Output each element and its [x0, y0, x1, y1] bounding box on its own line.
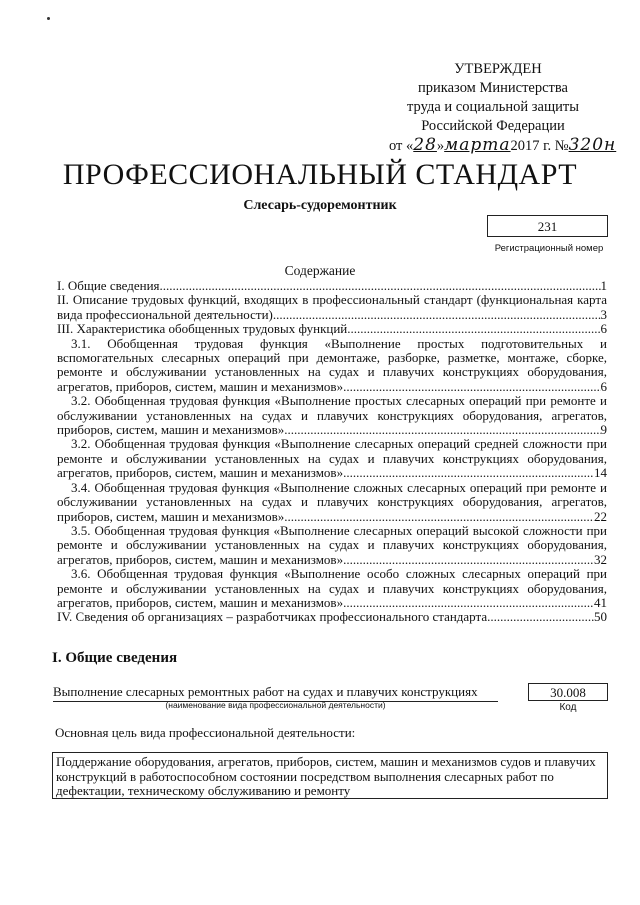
toc-page-number: 1	[600, 278, 607, 293]
toc-item-last-line	[57, 510, 607, 524]
toc-item-text: ремонте и обслуживании установленных на судах и плавучих конструкциях оборудования,	[57, 450, 607, 466]
approval-line-1: УТВЕРЖДЕН	[454, 61, 542, 77]
toc-item-last-line	[57, 322, 607, 336]
toc-item-text: агрегатов, приборов, систем, машин и механизмов»	[57, 594, 344, 610]
toc-item-text: ремонте и обслуживании установленных на судах и плавучих конструкциях оборудования,	[57, 580, 607, 596]
scan-mark	[47, 17, 50, 20]
toc-item-text: агрегатов, приборов, систем, машин и механизмов»	[57, 465, 344, 481]
toc-page-number: 6	[600, 321, 607, 337]
toc-item	[57, 567, 607, 610]
toc-item-text: 3.6. Обобщенная трудовая функция «Выполнение особо сложных слесарных операций при	[71, 566, 607, 582]
toc-item	[57, 481, 607, 524]
activity-kind: Выполнение слесарных ремонтных работ на судах и плавучих конструкциях	[53, 684, 498, 702]
approval-date-day: 28	[413, 135, 437, 155]
toc-item-last-line	[57, 466, 607, 480]
toc-item-text: 3.2. Обобщенная трудовая функция «Выполнение слесарных операций средней сложности при	[71, 436, 607, 452]
toc-item-last-line	[57, 596, 607, 610]
toc-item-last-line	[57, 610, 607, 624]
toc-item-text: ремонте и обслуживании установленных на судах и плавучих конструкциях оборудования,	[57, 537, 607, 553]
toc-page-number: 50	[594, 609, 607, 625]
approval-line-4: Российской Федерации	[421, 118, 565, 134]
registration-number-box: 231	[487, 215, 608, 237]
toc-item-last-line	[57, 423, 607, 437]
toc-page-number: 41	[594, 594, 607, 610]
toc-item	[57, 322, 607, 336]
toc-item-text: агрегатов, приборов, систем, машин и механизмов»	[57, 551, 344, 567]
section-heading: I. Общие сведения	[52, 650, 178, 666]
activity-code-caption: Код	[559, 702, 577, 713]
toc-item-text: IV. Сведения об организациях – разработчиках профессионального стандарта	[57, 609, 488, 625]
toc-item	[57, 293, 607, 322]
toc-item	[57, 394, 607, 437]
activity-code: 30.008	[528, 683, 608, 701]
toc-item-text: 3.1. Обобщенная трудовая функция «Выполнение простых подготовительных и	[71, 335, 607, 351]
toc-item-text: 3.4. Обобщенная трудовая функция «Выполнение сложных слесарных операций при ремонте и	[71, 479, 607, 495]
toc-heading: Содержание	[284, 263, 356, 278]
toc-leader-dots	[343, 596, 594, 610]
activity-kind-caption: (наименование вида профессиональной деятельности)	[165, 700, 386, 710]
toc-item	[57, 437, 607, 480]
toc-leader-dots	[343, 553, 594, 567]
page-title: ПРОФЕССИОНАЛЬНЫЙ СТАНДАРТ	[62, 158, 578, 191]
toc-item	[57, 279, 607, 293]
approval-date-year: 2017 г. №	[510, 138, 569, 154]
toc-leader-dots	[347, 322, 600, 336]
registration-number-label: Регистрационный номер	[494, 243, 604, 254]
toc-leader-dots	[343, 466, 594, 480]
toc-item-text: 3.5. Обобщенная трудовая функция «Выполнение слесарных операций высокой сложности при	[71, 522, 607, 538]
approval-line-3: труда и социальной защиты	[407, 99, 579, 115]
toc-leader-dots	[487, 610, 594, 624]
toc-item-text: приборов, систем, машин и механизмов»	[57, 508, 285, 524]
toc-item-text: 3.2. Обобщенная трудовая функция «Выполнение простых слесарных операций при ремонте и	[71, 393, 607, 409]
goal-label: Основная цель вида профессиональной деятельности:	[55, 725, 356, 740]
toc-page-number: 14	[594, 465, 607, 481]
toc-item-text: II. Описание трудовых функций, входящих в профессиональный стандарт (функциональная карта	[57, 292, 607, 308]
toc-item-text: приборов, систем, машин и механизмов»	[57, 422, 285, 438]
toc-item-text: I. Общие сведения	[57, 278, 160, 293]
toc-item-text: вспомогательных слесарных операций при демонтаже, разборке, разметке, монтаже, сборке,	[57, 350, 607, 366]
toc-leader-dots	[343, 380, 600, 394]
toc-leader-dots	[160, 279, 601, 293]
toc-item-last-line	[57, 308, 607, 322]
toc-item-last-line	[57, 380, 607, 394]
toc-page-number: 32	[594, 551, 607, 567]
goal-text-box: Поддержание оборудования, агрегатов, приборов, систем, машин и механизмов судов и плавучих конструкций в работоспособном состоянии посредством выполнения слесарных работ по дефектации, техническому обслуживанию и ремонту	[52, 752, 608, 799]
toc-item-text: вида профессиональной деятельности)	[57, 306, 273, 322]
approval-date-month: марта	[444, 135, 511, 155]
toc-page-number: 6	[600, 378, 607, 394]
toc-leader-dots	[284, 423, 600, 437]
toc-item	[57, 337, 607, 395]
approval-date-prefix: от «	[389, 138, 414, 154]
toc-item-text: обслуживании установленных на судах и плавучих конструкциях оборудования, агрегатов,	[57, 494, 607, 510]
approval-line-2: приказом Министерства	[418, 80, 568, 96]
approval-block	[389, 60, 617, 156]
toc-page-number: 22	[594, 508, 607, 524]
toc-item-last-line	[57, 279, 607, 293]
page-subtitle: Слесарь-судоремонтник	[243, 198, 397, 213]
toc-leader-dots	[273, 308, 601, 322]
toc-item	[57, 524, 607, 567]
toc-leader-dots	[284, 510, 594, 524]
approval-order-number: 320н	[568, 135, 617, 155]
toc-item	[57, 610, 607, 624]
toc-item-text: ремонте и обслуживании установленных на судах и плавучих конструкциях оборудования,	[57, 364, 607, 380]
toc-item-last-line	[57, 553, 607, 567]
toc-page-number: 9	[600, 422, 607, 438]
table-of-contents	[57, 279, 607, 625]
toc-item-text: III. Характеристика обобщенных трудовых функций	[57, 321, 348, 337]
approval-date-line: от «28»марта2017 г. №320н	[389, 135, 617, 155]
toc-page-number: 3	[600, 306, 607, 322]
toc-item-text: агрегатов, приборов, систем, машин и механизмов»	[57, 378, 344, 394]
toc-item-text: обслуживании установленных на судах и плавучих конструкциях оборудования, агрегатов,	[57, 407, 607, 423]
